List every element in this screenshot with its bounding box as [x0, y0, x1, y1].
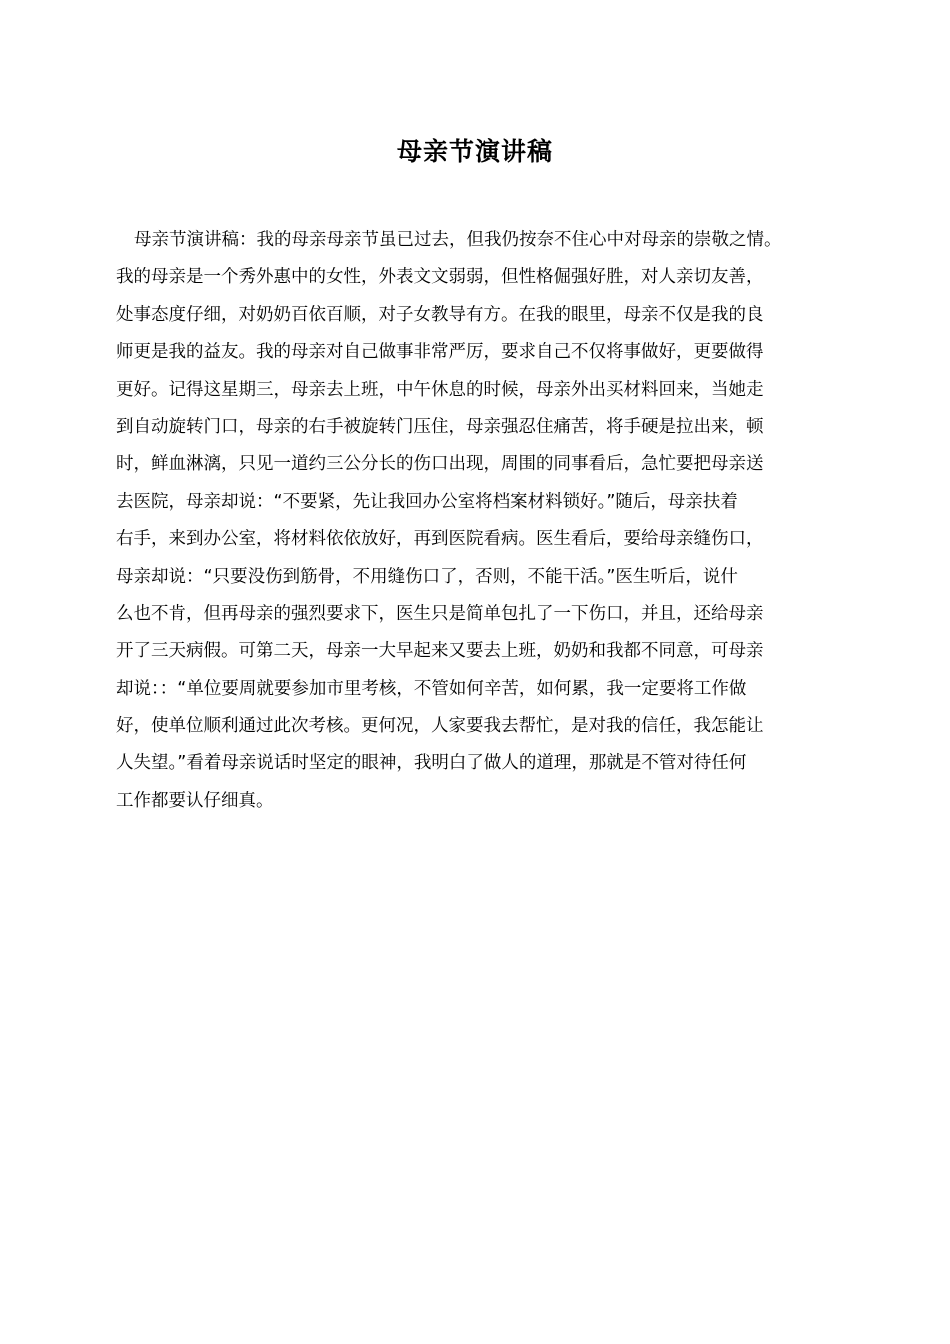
- body-line: 我的母亲是一个秀外惠中的女性，外表文文弱弱，但性格倔强好胜，对人亲切友善，: [116, 267, 764, 288]
- body-line: 却说：：“单位要周就要参加市里考核，不管如何辛苦，如何累，我一定要将工作做: [116, 678, 747, 699]
- body-line: 去医院，母亲却说：“不要紧，先让我回办公室将档案材料锁好。”随后，母亲扶着: [116, 491, 738, 512]
- body-line: 好，使单位顺利通过此次考核。更何况，人家要我去帮忙，是对我的信任，我怎能让: [116, 716, 764, 737]
- body-line: 时，鲜血淋漓，只见一道约三公分长的伤口出现，周围的同事看后，急忙要把母亲送: [116, 454, 764, 475]
- document-title: 母亲节演讲稿: [396, 137, 553, 166]
- body-line: 师更是我的益友。我的母亲对自己做事非常严厉，要求自己不仅将事做好，更要做得: [116, 342, 764, 363]
- body-line: 更好。记得这星期三，母亲去上班，中午休息的时候，母亲外出买材料回来，当她走: [116, 379, 764, 400]
- body-line: 母亲却说：“只要没伤到筋骨，不用缝伤口了，否则，不能干活。”医生听后，说什: [116, 566, 738, 587]
- body-line: 工作都要认仔细真。: [116, 790, 274, 811]
- document-body: [116, 222, 856, 820]
- body-line: 母亲节演讲稿：我的母亲母亲节虽已过去，但我仍按奈不住心中对母亲的崇敬之情。: [134, 230, 782, 250]
- body-line: 处事态度仔细，对奶奶百依百顺，对子女教导有方。在我的眼里，母亲不仅是我的良: [116, 304, 764, 325]
- body-line: 么也不肯，但再母亲的强烈要求下，医生只是简单包扎了一下伤口，并且，还给母亲: [116, 603, 764, 624]
- body-line: 人失望。”看着母亲说话时坚定的眼神，我明白了做人的道理，那就是不管对待任何: [116, 753, 747, 774]
- body-line: 到自动旋转门口，母亲的右手被旋转门压住，母亲强忍住痛苦，将手硬是拉出来，顿: [116, 416, 764, 437]
- body-line: 开了三天病假。可第二天，母亲一大早起来又要去上班，奶奶和我都不同意，可母亲: [116, 641, 764, 662]
- body-line: 右手，来到办公室，将材料依依放好，再到医院看病。医生看后，要给母亲缝伤口，: [116, 529, 764, 550]
